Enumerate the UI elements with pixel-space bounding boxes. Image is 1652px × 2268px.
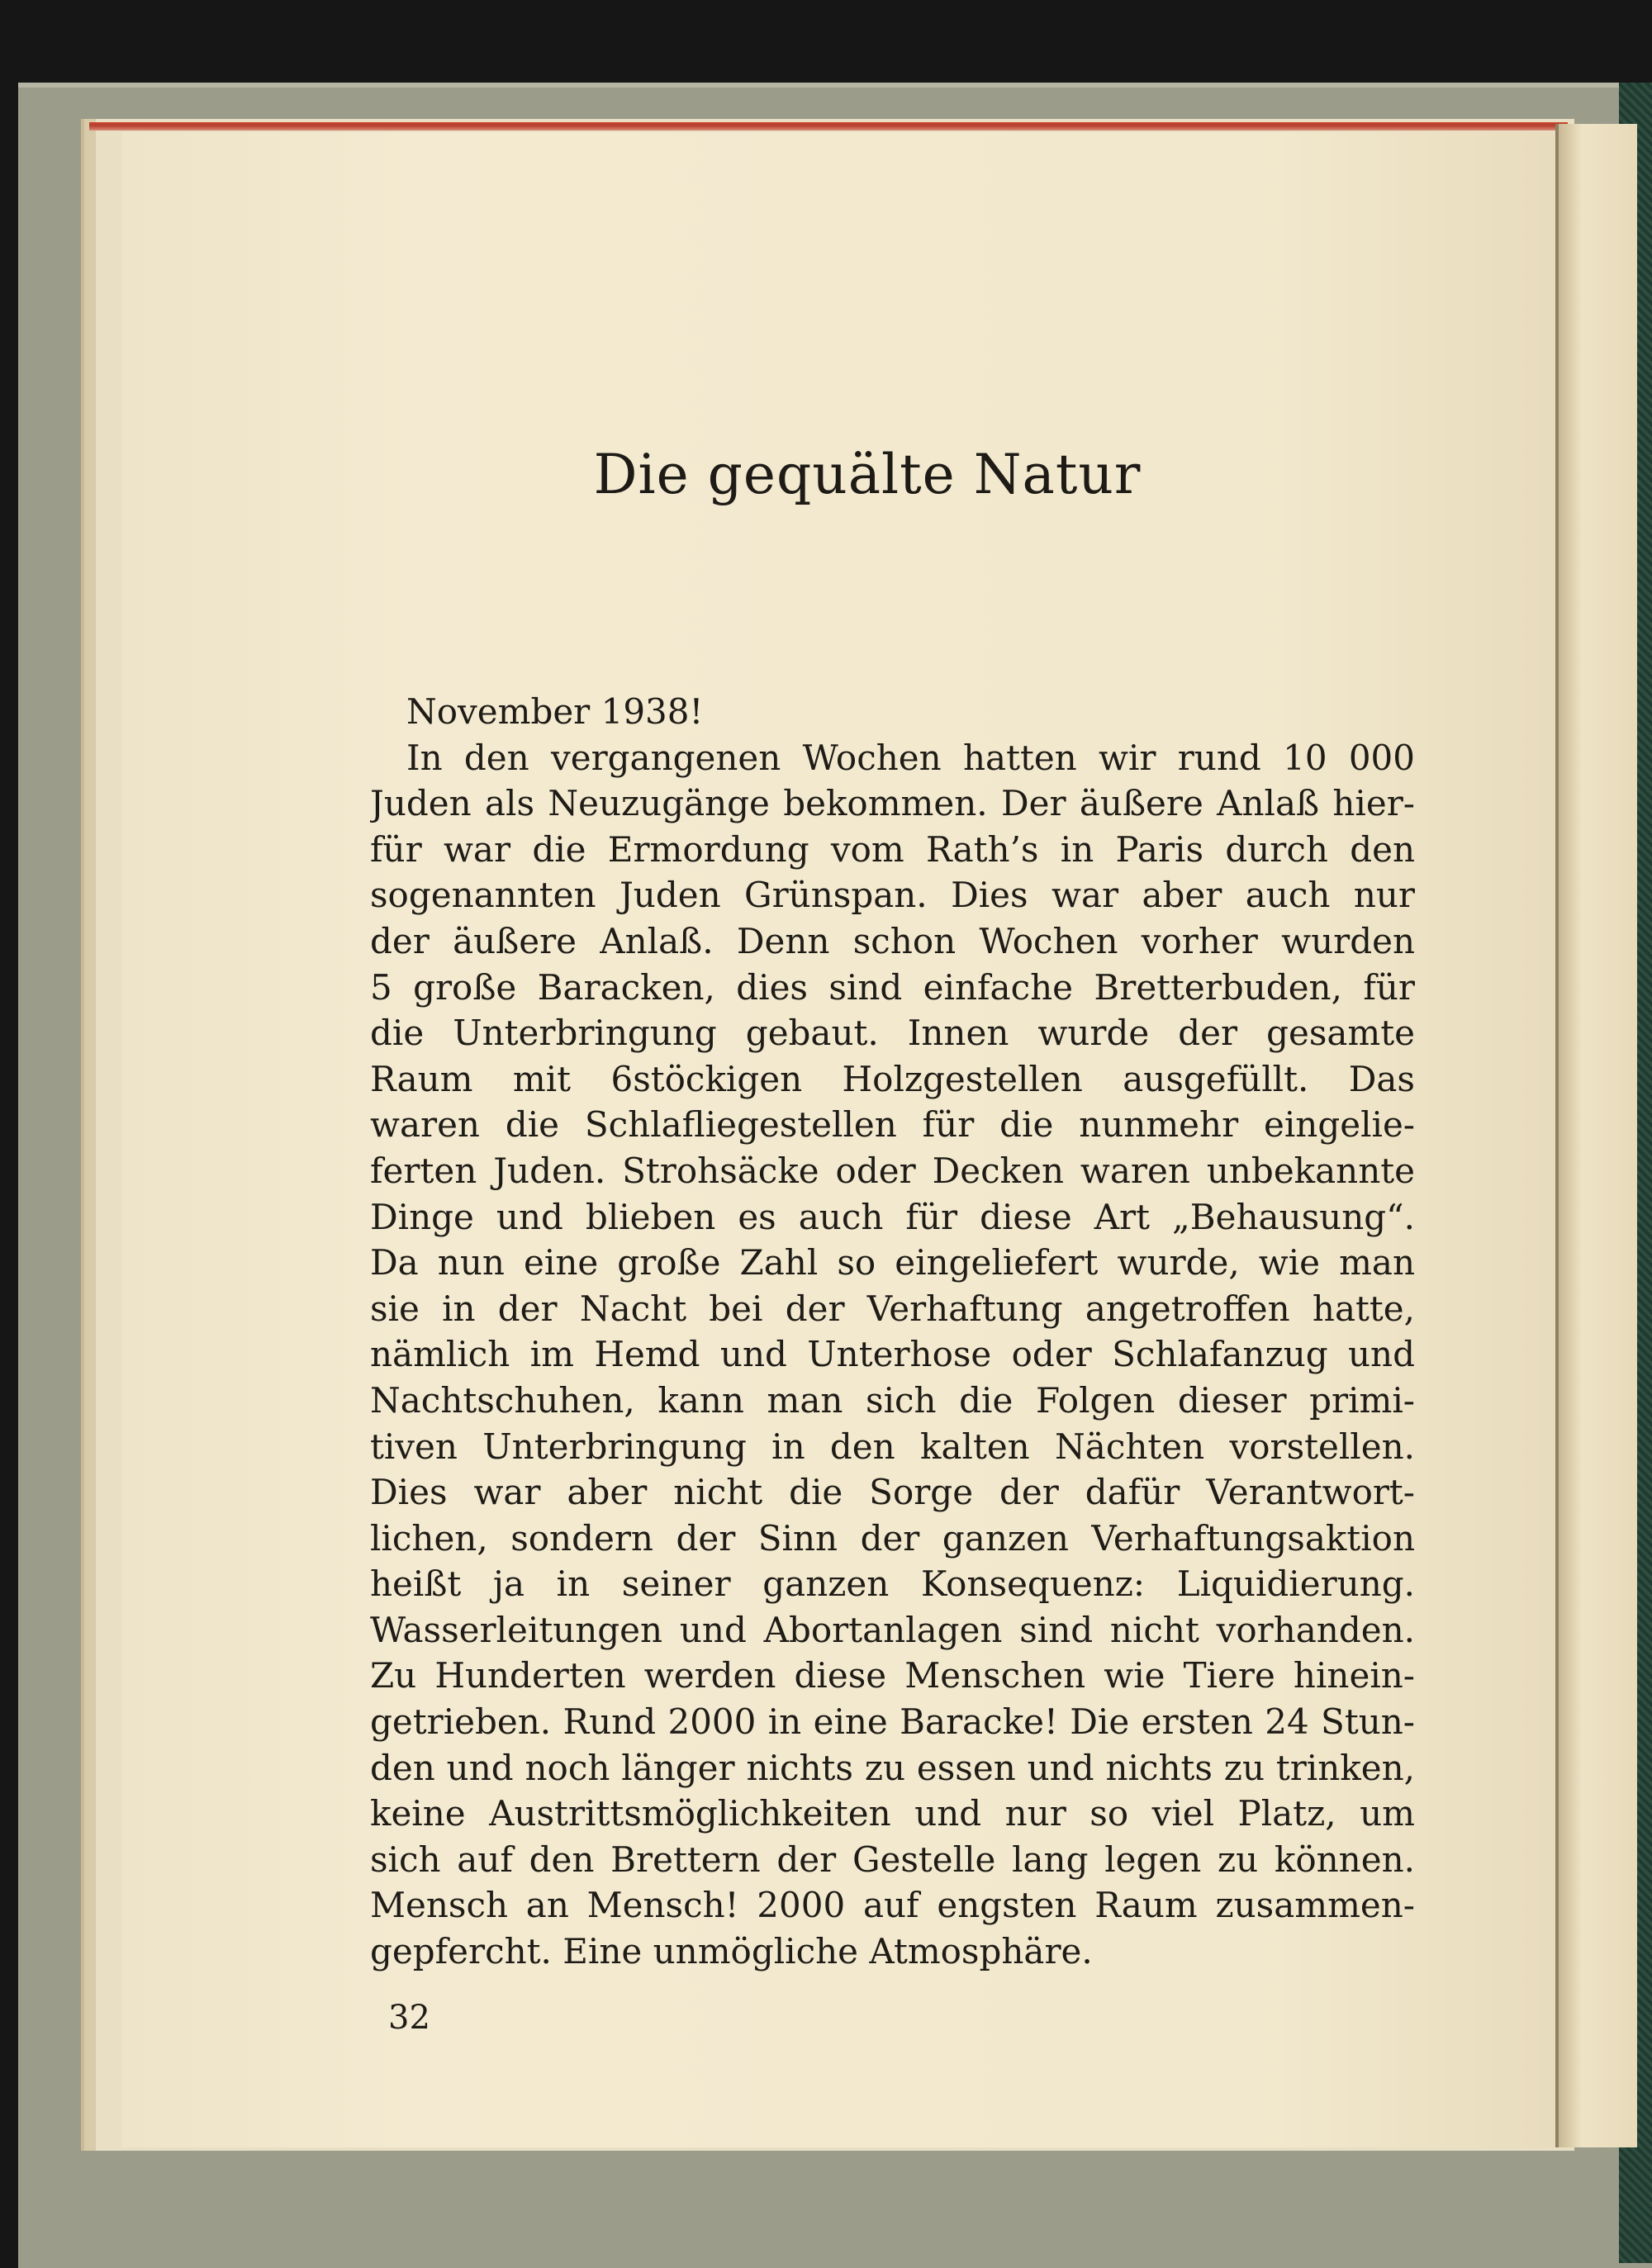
text-line: sich auf den Brettern der Gestelle lang legen zu können. [370,1839,1415,1880]
page-number: 32 [388,1999,430,2037]
text-line: Dinge und blieben es auch für diese Art „Behausung“. [370,1196,1415,1237]
text-line: Juden als Neuzugänge bekommen. Der äußere Anlaß hier- [370,783,1415,824]
red-page-edge [89,122,1568,130]
text-line: Raum mit 6stöckigen Holzgestellen ausgefüllt. Das [370,1058,1415,1099]
body-text [370,689,1415,1975]
text-line: heißt ja in seiner ganzen Konsequenz: Liquidierung. [370,1563,1415,1605]
text-line: gepfercht. Eine unmögliche Atmosphäre. [370,1931,1093,1972]
text-line: nämlich im Hemd und Unterhose oder Schlafanzug und [370,1334,1415,1375]
text-line: getrieben. Rund 2000 in eine Baracke! Die ersten 24 Stun- [370,1701,1415,1743]
text-line: für war die Ermordung vom Rath’s in Paris durch den [370,828,1415,870]
text-line: Zu Hunderten werden diese Menschen wie Tiere hinein- [370,1655,1415,1696]
text-line: tiven Unterbringung in den kalten Nächten vorstellen. [370,1426,1415,1467]
text-line: sogenannten Juden Grünspan. Dies war aber auch nur [370,875,1415,916]
text-line: Mensch an Mensch! 2000 auf engsten Raum zusammen- [370,1885,1415,1926]
text-line: Da nun eine große Zahl so eingeliefert wurde, wie man [370,1242,1415,1283]
text-line: keine Austrittsmöglichkeiten und nur so viel Platz, um [370,1793,1415,1834]
text-line: waren die Schlafliegestellen für die nunmehr eingelie- [370,1104,1415,1146]
text-line: Nachtschuhen, kann man sich die Folgen dieser primi- [370,1379,1415,1421]
text-line: 5 große Baracken, dies sind einfache Bretterbuden, für [370,966,1415,1008]
text-line: In den vergangenen Wochen hatten wir rund 10 000 [406,737,1415,778]
text-line: sie in der Nacht bei der Verhaftung angetroffen hatte, [370,1288,1415,1329]
facing-page-edge [1555,124,1637,2147]
text-line: Wasserleitungen und Abortanlagen sind nicht vorhanden. [370,1609,1415,1650]
text-line: der äußere Anlaß. Denn schon Wochen vorher wurden [370,920,1415,961]
text-line: lichen, sondern der Sinn der ganzen Verhaftungsaktion [370,1517,1415,1559]
chapter-title: Die gequälte Natur [593,443,1142,506]
text-line: ferten Juden. Strohsäcke oder Decken waren unbekannte [370,1150,1415,1191]
text-line: die Unterbringung gebaut. Innen wurde der gesamte [370,1013,1415,1054]
text-line: den und noch länger nichts zu essen und nichts zu trinken, [370,1747,1415,1788]
text-line: November 1938! [406,691,704,732]
text-line: Dies war aber nicht die Sorge der dafür Verantwort- [370,1472,1415,1513]
